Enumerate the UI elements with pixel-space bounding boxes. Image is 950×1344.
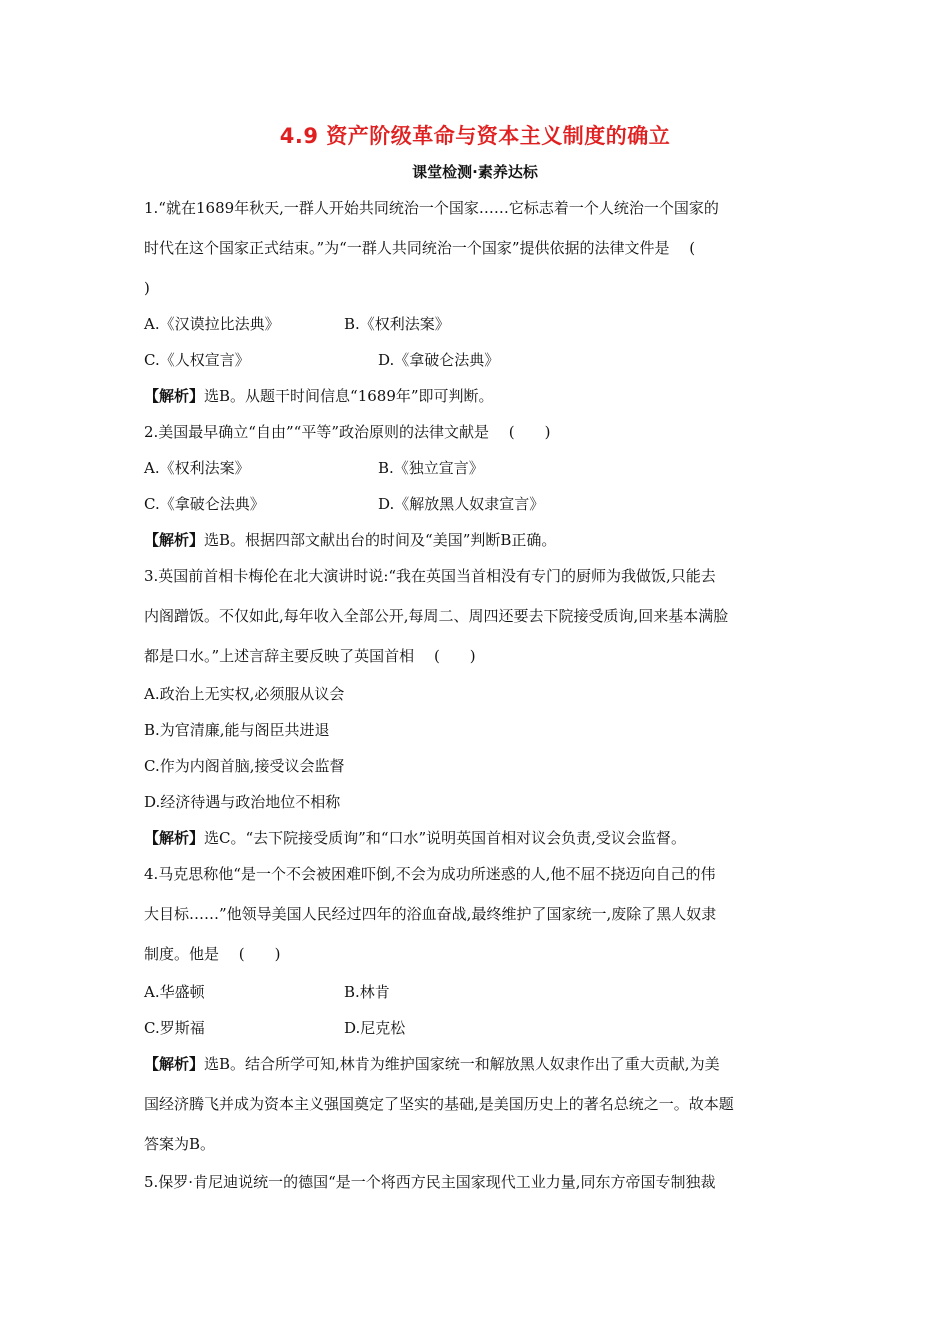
- q4-line-3: 制度。他是 ( ): [144, 945, 281, 963]
- q4-option-d: D.尼克松: [344, 1019, 406, 1037]
- q2-option-a: A.《权利法案》: [144, 459, 250, 477]
- q4-option-c: C.罗斯福: [144, 1019, 205, 1037]
- document-title: 4.9 资产阶级革命与资本主义制度的确立: [279, 124, 671, 148]
- analysis-tag: 【解析】: [144, 1055, 205, 1073]
- q2-option-c: C.《拿破仑法典》: [144, 495, 265, 513]
- q2-option-d: D.《解放黑人奴隶宣言》: [378, 495, 545, 513]
- analysis-tag: 【解析】: [144, 387, 205, 405]
- q3-option-c: C.作为内阁首脑,接受议会监督: [144, 757, 345, 775]
- q3-line-2: 内阁蹭饭。不仅如此,每年收入全部公开,每周二、周四还要去下院接受质询,回来基本满脸: [144, 607, 729, 625]
- analysis-text: 选B。根据四部文献出台的时间及“美国”判断B正确。: [204, 531, 557, 549]
- q4-analysis-line-3: 答案为B。: [144, 1135, 216, 1153]
- q4-option-a: A.华盛顿: [144, 983, 205, 1001]
- q3-option-a: A.政治上无实权,必须服从议会: [144, 685, 345, 703]
- analysis-text: 选B。从题干时间信息“1689年”即可判断。: [204, 387, 494, 405]
- q1-line-1: 1.“就在1689年秋天,一群人开始共同统治一个国家……它标志着一个人统治一个国家的: [144, 199, 719, 217]
- q3-line-1: 3.英国前首相卡梅伦在北大演讲时说:“我在英国当首相没有专门的厨师为我做饭,只能去: [144, 567, 716, 585]
- q2-option-b: B.《独立宣言》: [378, 459, 484, 477]
- q1-analysis: [144, 386, 494, 406]
- q3-line-3: 都是口水。”上述言辞主要反映了英国首相 ( ): [144, 647, 476, 665]
- analysis-text: 选B。结合所学可知,林肯为维护国家统一和解放黑人奴隶作出了重大贡献,为美: [204, 1055, 720, 1073]
- q4-line-1: 4.马克思称他“是一个不会被困难吓倒,不会为成功所迷惑的人,他不屈不挠迈向自己的伟: [144, 865, 716, 883]
- q1-option-a: A.《汉谟拉比法典》: [144, 315, 280, 333]
- q5-line-1: 5.保罗·肯尼迪说统一的德国“是一个将西方民主国家现代工业力量,同东方帝国专制独裁: [144, 1173, 716, 1191]
- q1-line-2: 时代在这个国家正式结束。”为“一群人共同统治一个国家”提供依据的法律文件是 (: [144, 239, 696, 257]
- q3-analysis: [144, 828, 686, 848]
- q2-line-1: 2.美国最早确立“自由”“平等”政治原则的法律文献是 ( ): [144, 423, 551, 441]
- q4-analysis: [144, 1054, 720, 1074]
- q4-line-2: 大目标……”他领导美国人民经过四年的浴血奋战,最终维护了国家统一,废除了黑人奴隶: [144, 905, 717, 923]
- analysis-tag: 【解析】: [144, 531, 205, 549]
- q1-option-b: B.《权利法案》: [344, 315, 450, 333]
- q3-option-b: B.为官清廉,能与阁臣共进退: [144, 721, 330, 739]
- q4-analysis-line-2: 国经济腾飞并成为资本主义强国奠定了坚实的基础,是美国历史上的著名总统之一。故本题: [144, 1095, 734, 1113]
- analysis-tag: 【解析】: [144, 829, 205, 847]
- q3-option-d: D.经济待遇与政治地位不相称: [144, 793, 341, 811]
- section-subtitle: 课堂检测·素养达标: [412, 163, 538, 181]
- q2-analysis: [144, 530, 556, 550]
- q4-option-b: B.林肯: [344, 983, 390, 1001]
- q1-option-c: C.《人权宣言》: [144, 351, 250, 369]
- analysis-text: 选C。“去下院接受质询”和“口水”说明英国首相对议会负责,受议会监督。: [204, 829, 686, 847]
- q1-line-3: ): [144, 279, 150, 297]
- q1-option-d: D.《拿破仑法典》: [378, 351, 500, 369]
